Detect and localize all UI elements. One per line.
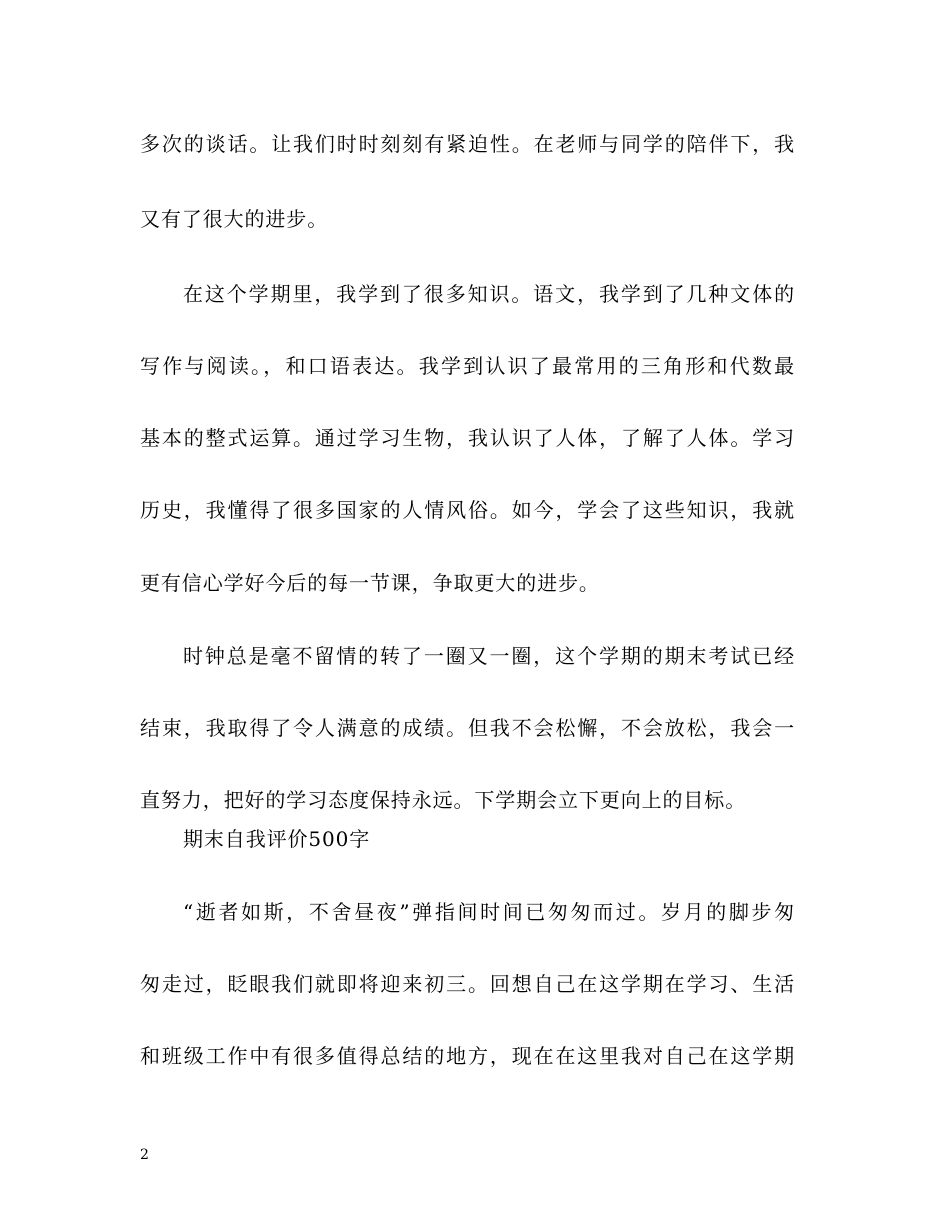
- text-line: 匆走过，眨眼我们就即将迎来初三。回想自己在这学期在学习、生活: [140, 972, 795, 996]
- text-line: 直努力，把好的学习态度保持永远。下学期会立下更向上的目标。: [140, 788, 747, 812]
- text-line: 在这个学期里，我学到了很多知识。语文，我学到了几种文体的: [183, 282, 795, 306]
- text-line: 和班级工作中有很多值得总结的地方，现在在这里我对自己在这学期: [140, 1044, 795, 1068]
- text-line: 历史，我懂得了很多国家的人情风俗。如今，学会了这些知识，我就: [140, 498, 795, 522]
- section-heading: 期末自我评价500字: [183, 827, 371, 851]
- text-line: 时钟总是毫不留情的转了一圈又一圈，这个学期的期末考试已经: [183, 644, 795, 668]
- text-line: “逝者如斯，不舍昼夜”弹指间时间已匆匆而过。岁月的脚步匆: [183, 900, 795, 924]
- page-number: 2: [140, 1147, 149, 1163]
- text-line: 更有信心学好今后的每一节课，争取更大的进步。: [140, 571, 600, 595]
- text-line: 多次的谈话。让我们时时刻刻有紧迫性。在老师与同学的陪伴下，我: [140, 132, 795, 156]
- text-line: 结束，我取得了令人满意的成绩。但我不会松懈，不会放松，我会一: [140, 716, 795, 740]
- text-line: 写作与阅读。，和口语表达。我学到认识了最常用的三角形和代数最: [140, 354, 795, 378]
- text-line: 基本的整式运算。通过学习生物，我认识了人体，了解了人体。学习: [140, 426, 795, 450]
- text-line: 又有了很大的进步。: [140, 207, 329, 231]
